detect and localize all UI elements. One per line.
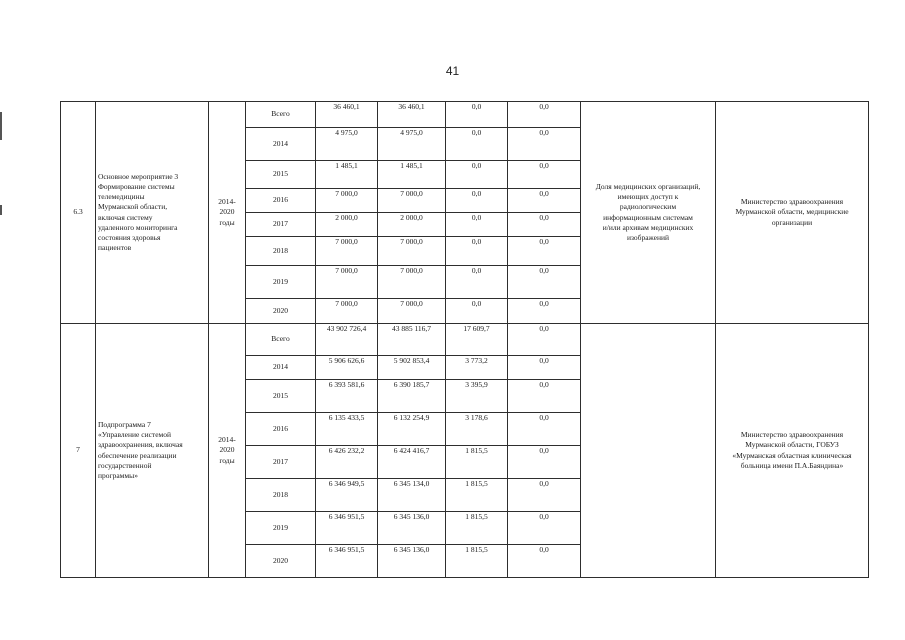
value-total: 2 000,0 [316, 213, 378, 237]
value-federal: 0,0 [446, 266, 508, 299]
value-federal: 0,0 [446, 213, 508, 237]
name-line: состояния здоровья [98, 232, 161, 242]
executor-text [716, 102, 869, 324]
value-regional: 43 885 116,7 [378, 324, 446, 356]
year-cell: 2019 [246, 512, 316, 545]
value-federal: 0,0 [446, 161, 508, 189]
year-cell: 2015 [246, 380, 316, 413]
value-federal: 1 815,5 [446, 479, 508, 512]
executor-text [716, 324, 869, 578]
name-line: государственной [98, 460, 152, 470]
name-line: программы» [98, 470, 138, 480]
value-total: 4 975,0 [316, 128, 378, 161]
row-number: 7 [61, 324, 96, 578]
year-cell: 2018 [246, 479, 316, 512]
period-line: 2020 [219, 445, 235, 455]
value-total: 5 906 626,6 [316, 356, 378, 380]
name-line: пациентов [98, 242, 132, 252]
value-other: 0,0 [508, 479, 581, 512]
value-total: 6 346 951,5 [316, 545, 378, 578]
value-regional: 5 902 853,4 [378, 356, 446, 380]
executor-line: больница имени П.А.Баяндина» [740, 460, 844, 470]
value-federal: 0,0 [446, 299, 508, 324]
value-other: 0,0 [508, 512, 581, 545]
period-line: 2014- [218, 197, 236, 207]
year-cell: 2020 [246, 545, 316, 578]
value-other: 0,0 [508, 213, 581, 237]
year-cell: 2019 [246, 266, 316, 299]
program-table [60, 101, 869, 578]
year-cell: 2018 [246, 237, 316, 266]
value-regional: 6 345 136,0 [378, 512, 446, 545]
indicator-line: изображений [626, 232, 670, 242]
value-total: 6 346 949,5 [316, 479, 378, 512]
value-total: 7 000,0 [316, 266, 378, 299]
year-cell: 2017 [246, 446, 316, 479]
value-other: 0,0 [508, 266, 581, 299]
value-regional: 6 390 185,7 [378, 380, 446, 413]
period [209, 324, 246, 578]
measure-name [96, 102, 209, 324]
year-cell: 2014 [246, 356, 316, 380]
name-line: Мурманской области, [98, 202, 168, 212]
year-cell: Всего [246, 102, 316, 128]
year-cell: Всего [246, 324, 316, 356]
value-regional: 1 485,1 [378, 161, 446, 189]
value-regional: 4 975,0 [378, 128, 446, 161]
value-other: 0,0 [508, 189, 581, 213]
name-line: включая систему [98, 212, 153, 222]
value-total: 7 000,0 [316, 299, 378, 324]
executor-line: организации [771, 217, 813, 227]
measure-name [96, 324, 209, 578]
value-other: 0,0 [508, 446, 581, 479]
value-federal: 0,0 [446, 237, 508, 266]
name-line: обеспечение реализации [98, 450, 177, 460]
scan-mark-left-lower [0, 205, 2, 215]
executor-line: Мурманской области, ГОБУЗ [745, 440, 839, 450]
indicator-text [581, 102, 716, 324]
value-federal: 3 395,9 [446, 380, 508, 413]
indicator-text [581, 324, 716, 578]
value-total: 7 000,0 [316, 189, 378, 213]
executor-line: «Мурманская областная клиническая [732, 450, 852, 460]
scan-mark-left [0, 112, 2, 140]
value-regional: 6 345 134,0 [378, 479, 446, 512]
value-total: 6 135 433,5 [316, 413, 378, 446]
value-other: 0,0 [508, 102, 581, 128]
value-other: 0,0 [508, 128, 581, 161]
year-cell: 2016 [246, 413, 316, 446]
year-cell: 2015 [246, 161, 316, 189]
year-cell: 2014 [246, 128, 316, 161]
indicator-line: информационным системам [603, 212, 693, 222]
value-regional: 7 000,0 [378, 189, 446, 213]
year-cell: 2017 [246, 213, 316, 237]
value-regional: 36 460,1 [378, 102, 446, 128]
value-regional: 2 000,0 [378, 213, 446, 237]
value-total: 6 393 581,6 [316, 380, 378, 413]
name-line: здравоохранения, включая [98, 440, 183, 450]
row-number: 6.3 [61, 102, 96, 324]
year-cell: 2020 [246, 299, 316, 324]
indicator-line: Доля медицинских организаций, [595, 182, 701, 192]
value-regional: 6 424 416,7 [378, 446, 446, 479]
name-line: Формирование системы [98, 182, 175, 192]
period-line: 2020 [219, 207, 235, 217]
value-other: 0,0 [508, 324, 581, 356]
period-line: годы [219, 455, 235, 465]
value-regional: 7 000,0 [378, 266, 446, 299]
value-federal: 1 815,5 [446, 512, 508, 545]
value-federal: 17 609,7 [446, 324, 508, 356]
name-line: Подпрограмма 7 [98, 420, 151, 430]
indicator-line: радиологическим [619, 202, 677, 212]
executor-line: Министерство здравоохранения [740, 430, 844, 440]
name-line: «Управление системой [98, 430, 172, 440]
value-total: 7 000,0 [316, 237, 378, 266]
name-line: удаленного мониторинга [98, 222, 178, 232]
value-federal: 0,0 [446, 189, 508, 213]
row-7-total [61, 324, 869, 356]
value-total: 6 426 232,2 [316, 446, 378, 479]
name-line: телемедицины [98, 192, 145, 202]
value-regional: 6 132 254,9 [378, 413, 446, 446]
page-number: 41 [445, 64, 460, 78]
period-line: 2014- [218, 435, 236, 445]
value-total: 1 485,1 [316, 161, 378, 189]
value-federal: 0,0 [446, 128, 508, 161]
value-federal: 3 178,6 [446, 413, 508, 446]
year-cell: 2016 [246, 189, 316, 213]
value-federal: 3 773,2 [446, 356, 508, 380]
indicator-line: и/или архивам медицинских [602, 222, 694, 232]
value-regional: 6 345 136,0 [378, 545, 446, 578]
period-line: годы [219, 217, 235, 227]
value-other: 0,0 [508, 356, 581, 380]
value-other: 0,0 [508, 161, 581, 189]
period [209, 102, 246, 324]
value-regional: 7 000,0 [378, 237, 446, 266]
value-total: 6 346 951,5 [316, 512, 378, 545]
value-federal: 0,0 [446, 102, 508, 128]
value-regional: 7 000,0 [378, 299, 446, 324]
value-federal: 1 815,5 [446, 446, 508, 479]
row-6-3-total [61, 102, 869, 128]
executor-line: Мурманской области, медицинские [735, 207, 849, 217]
value-other: 0,0 [508, 299, 581, 324]
executor-line: Министерство здравоохранения [740, 197, 844, 207]
value-federal: 1 815,5 [446, 545, 508, 578]
indicator-line: имеющих доступ к [617, 192, 679, 202]
name-line: Основное мероприятие 3 [98, 172, 179, 181]
value-other: 0,0 [508, 413, 581, 446]
value-other: 0,0 [508, 237, 581, 266]
value-other: 0,0 [508, 380, 581, 413]
value-total: 43 902 726,4 [316, 324, 378, 356]
value-other: 0,0 [508, 545, 581, 578]
value-total: 36 460,1 [316, 102, 378, 128]
